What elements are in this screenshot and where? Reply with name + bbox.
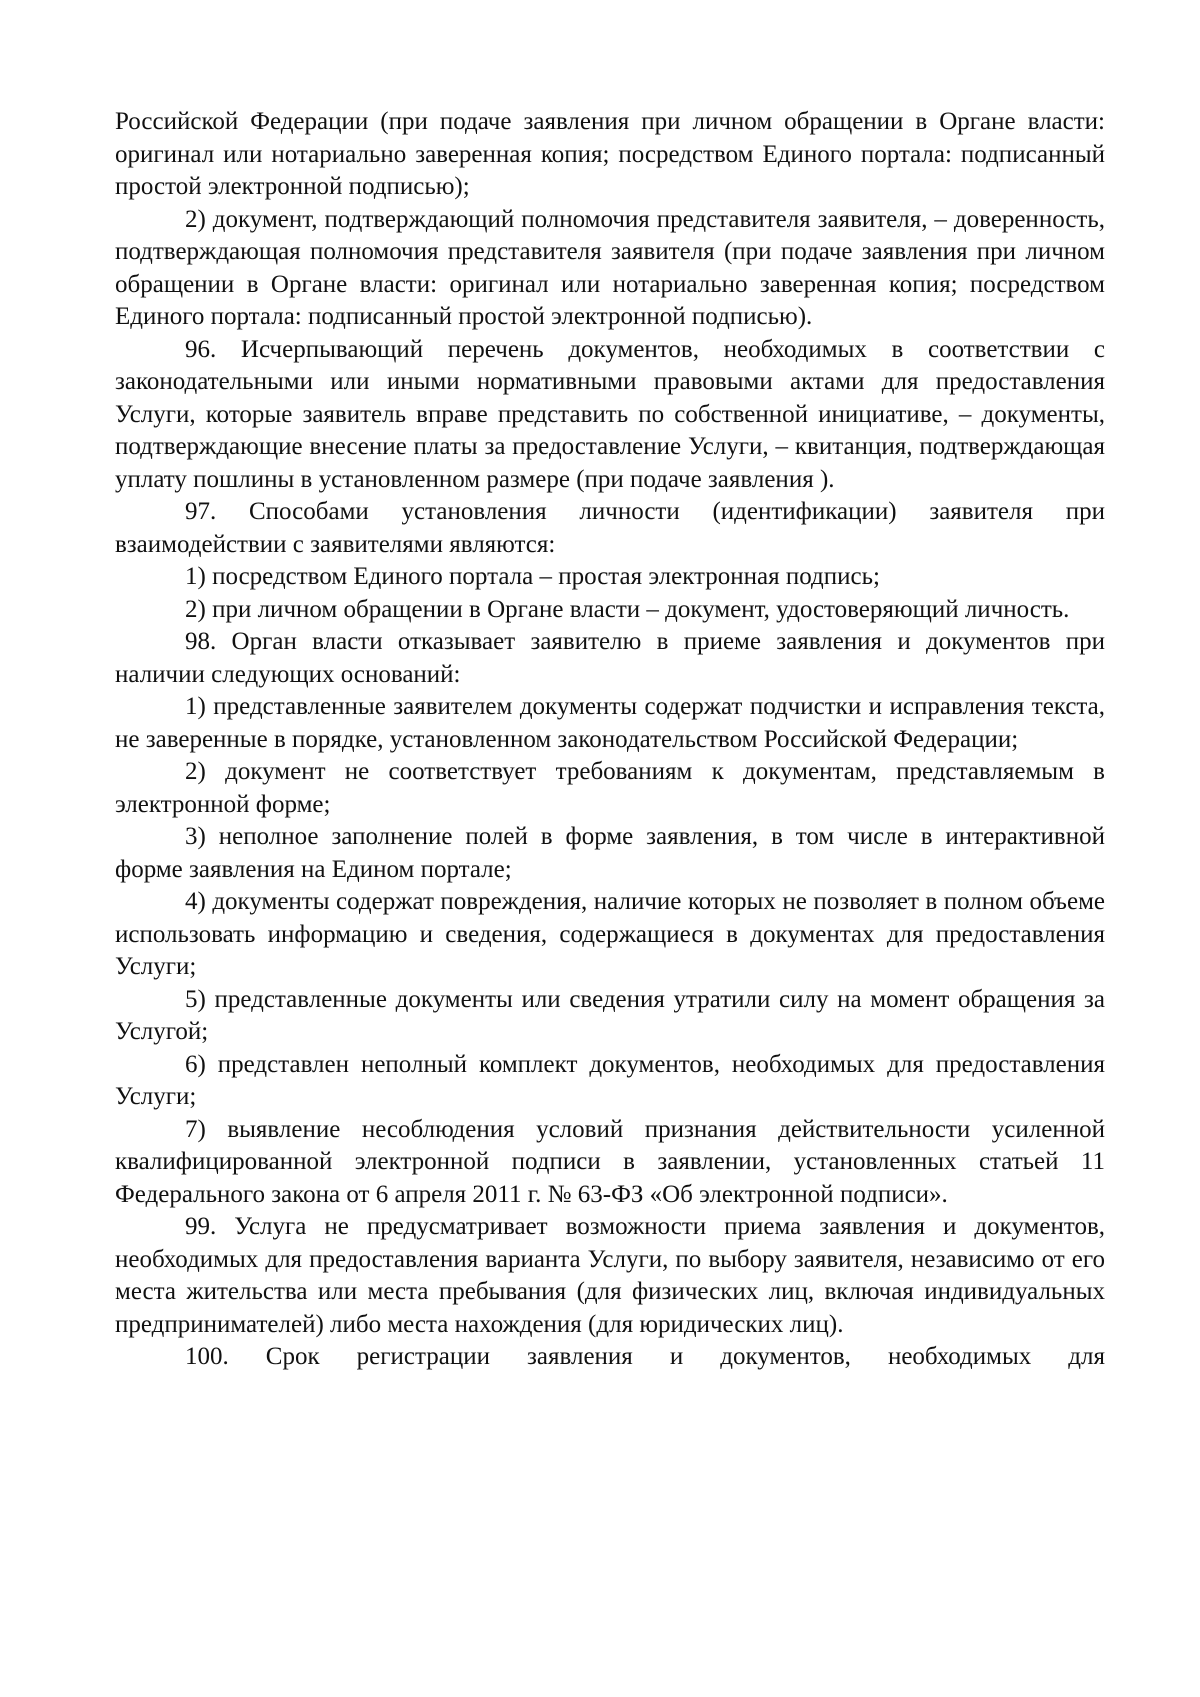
paragraph-98: 98. Орган власти отказывает заявителю в приеме заявления и документов при наличии следующих оснований: [115, 628, 1105, 688]
paragraph-97-item-1: 1) посредством Единого портала – простая электронная подпись; [185, 563, 880, 590]
paragraph-98-item-7: 7) выявление несоблюдения условий признания действительности усиленной квалифицированной электронной подписи в заявлении, установленных статьей 11 Федерального закона от 6 апреля 2011 г. № 63-ФЗ «Об электронной подписи». [115, 1115, 1105, 1208]
paragraph-98-item-1: 1) представленные заявителем документы содержат подчистки и исправления текста, не заверенные в порядке, установленном законодательством Российской Федерации; [115, 693, 1105, 753]
paragraph-continuation: Российской Федерации (при подаче заявления при личном обращении в Органе власти: оригинал или нотариально заверенная копия; посредством Единого портала: подписанный простой электронной подписью); [115, 108, 1105, 200]
paragraph-98-item-6: 6) представлен неполный комплект документов, необходимых для предоставления Услуги; [115, 1050, 1105, 1110]
paragraph-96: 96. Исчерпывающий перечень документов, необходимых в соответствии с законодательными или иными нормативными правовыми актами для предоставления Услуги, которые заявитель вправе представить по собственной инициативе, – документы, подтверждающие внесение платы за предоставление Услуги, – квитанция, подтверждающая уплату пошлины в установленном размере (при подаче заявления ). [115, 335, 1105, 493]
paragraph-98-item-3: 3) неполное заполнение полей в форме заявления, в том числе в интерактивной форме заявления на Едином портале; [115, 823, 1105, 883]
paragraph-98-item-2: 2) документ не соответствует требованиям к документам, представляемым в электронной форме; [115, 758, 1105, 818]
paragraph-98-item-5: 5) представленные документы или сведения утратили силу на момент обращения за Услугой; [115, 985, 1105, 1045]
paragraph-99: 99. Услуга не предусматривает возможности приема заявления и документов, необходимых для предоставления варианта Услуги, по выбору заявителя, независимо от его места жительства или места пребывания (для физических лиц, включая индивидуальных предпринимателей) либо места нахождения (для юридических лиц). [115, 1213, 1105, 1338]
paragraph-98-item-4: 4) документы содержат повреждения, наличие которых не позволяет в полном объеме использовать информацию и сведения, содержащиеся в документах для предоставления Услуги; [115, 888, 1105, 980]
paragraph-item-2-representative: 2) документ, подтверждающий полномочия представителя заявителя, – доверенность, подтверждающая полномочия представителя заявителя (при подаче заявления при личном обращении в Органе власти: оригинал или нотариально заверенная копия; посредством Единого портала: подписанный простой электронной подписью). [115, 205, 1105, 330]
paragraph-100: 100. Срок регистрации заявления и документов, необходимых для [185, 1343, 1105, 1370]
paragraph-97: 97. Способами установления личности (идентификации) заявителя при взаимодействии с заявителями являются: [115, 498, 1105, 558]
paragraph-97-item-2: 2) при личном обращении в Органе власти – документ, удостоверяющий личность. [185, 595, 1070, 623]
